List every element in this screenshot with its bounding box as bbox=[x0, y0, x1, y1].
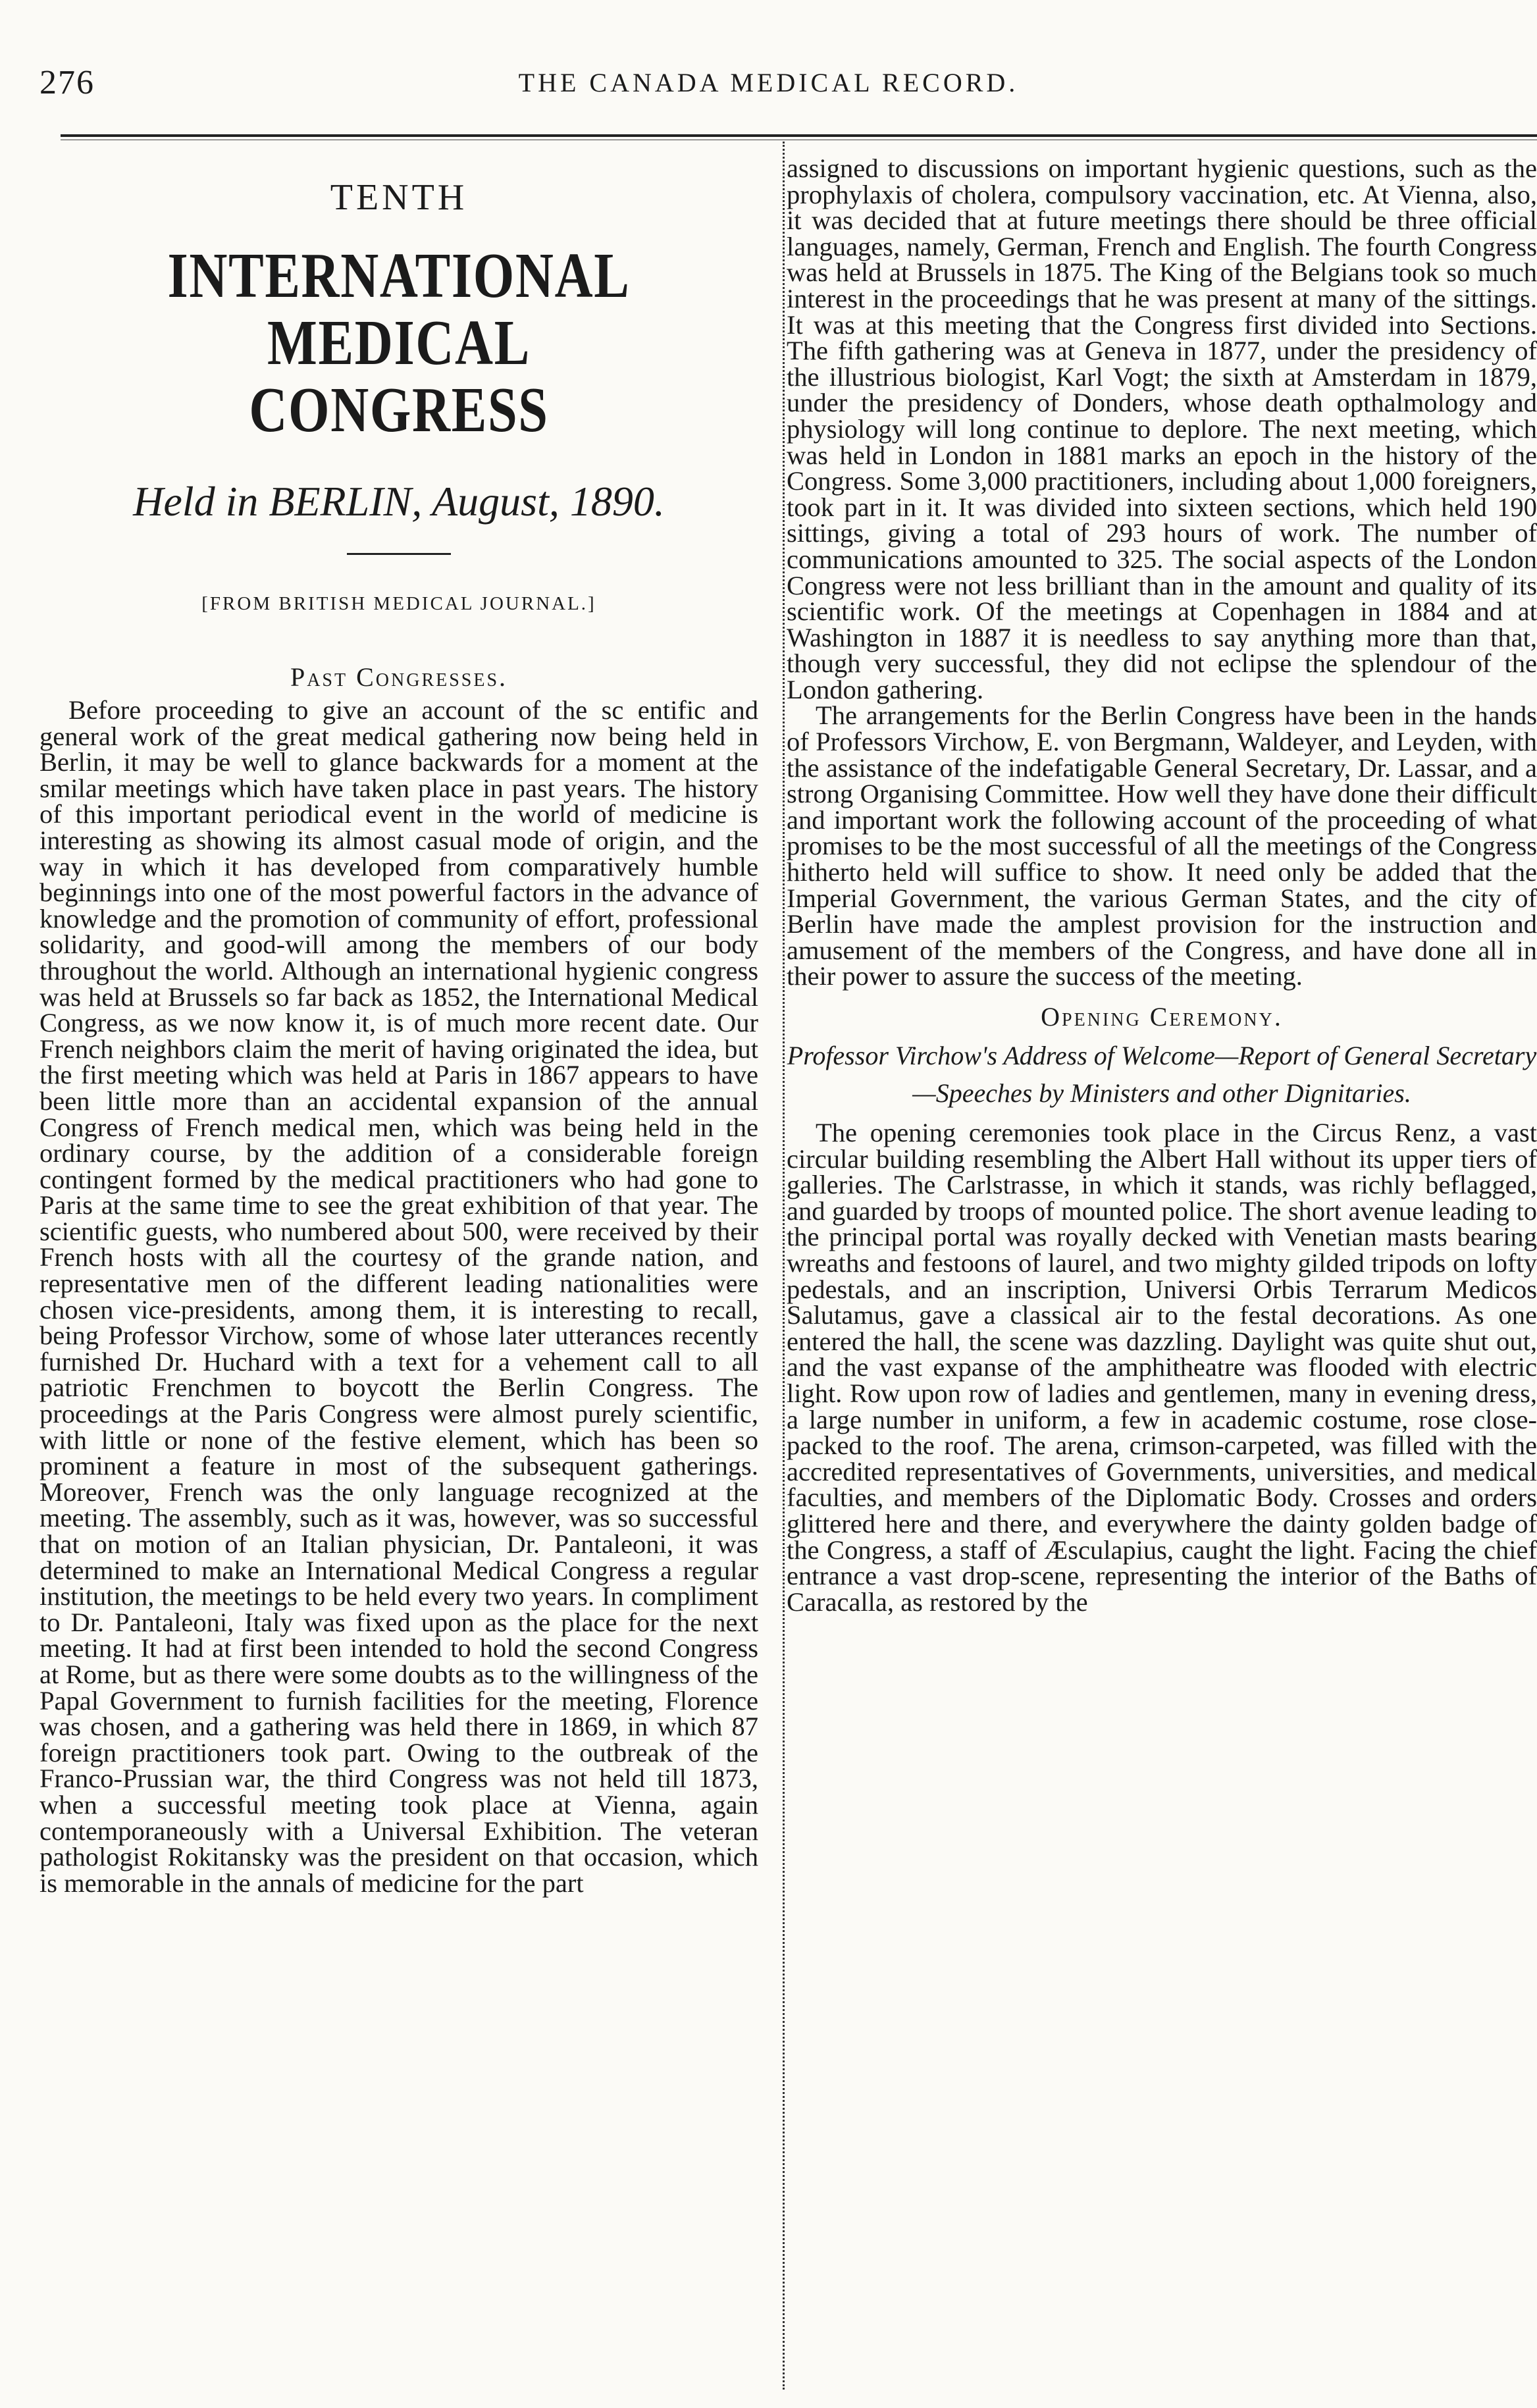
section-heading-opening-ceremony: Opening Ceremony. bbox=[1041, 1002, 1283, 1032]
article-kicker: TENTH bbox=[330, 177, 468, 218]
section-subtitle: Professor Virchow's Address of Welcome—Report of General Secretary—Speeches by Ministers and other Dignitaries. bbox=[787, 1041, 1537, 1108]
article-title-line1: INTERNATIONAL MEDICAL bbox=[167, 240, 631, 379]
page-number: 276 bbox=[39, 64, 95, 101]
article-title-line2: CONGRESS bbox=[249, 375, 549, 446]
title-rule bbox=[347, 553, 451, 555]
column-divider bbox=[783, 142, 785, 2390]
source-note: [FROM BRITISH MEDICAL JOURNAL.] bbox=[201, 593, 596, 614]
journal-title: THE CANADA MEDICAL RECORD. bbox=[518, 68, 1019, 97]
right-column bbox=[787, 155, 1537, 2394]
body-paragraph-past-congresses: Before proceeding to give an account of the sc entific and general work of the great medical gathering now being held in Berlin, it may be well to glance backwards for a moment at the smilar meetings which have taken place in past years. The history of this important periodical event in the world of medicine is interesting as showing its almost casual mode of origin, and the way in which it has developed from comparatively humble beginnings into one of the most powerful factors in the advance of knowledge and the promotion of community of effort, professional solidarity, and good-will among the members of our body throughout the world. Although an international hygienic congress was held at Brussels so far back as 1852, the International Medical Congress, as we now know it, is of much more recent date. Our French neighbors claim the merit of having originated the idea, but the first meeting which was held at Paris in 1867 appears to have been little more than an accidental expansion of the annual Congress of French medical men, which was being held in the ordinary course, by the addition of a considerable foreign contingent formed by the medical practitioners who had gone to Paris at the same time to see the great exhibition of that year. The scientific guests, who numbered about 500, were received by their French hosts with all the courtesy of the grande nation, and representative men of the different leading nationalities were chosen vice-presidents, among them, it is interesting to recall, being Professor Virchow, some of whose later utterances recently furnished Dr. Huchard with a text for a vehement call to all patriotic Frenchmen to boycott the Berlin Congress. The proceedings at the Paris Congress were almost purely scientific, with little or none of the festive element, which has been so prominent a feature in most of the subsequent gatherings. Moreover, French was the only language recognized at the meeting. The assembly, such as it was, however, was so successful that on motion of an Italian physician, Dr. Pantaleoni, it was determined to make an International Medical Congress a regular institution, the meetings to be held every two years. In compliment to Dr. Pantaleoni, Italy was fixed upon as the place for the next meeting. It had at first been intended to hold the second Congress at Rome, but as there were some doubts as to the willingness of the Papal Government to furnish facilities for the meeting, Florence was chosen, and a gathering was held there in 1869, in which 87 foreign practitioners took part. Owing to the outbreak of the Franco-Prussian war, the third Congress was not held till 1873, when a successful meeting took place at Vienna, again contemporaneously with a Universal Exhibition. The veteran pathologist Rokitansky was the president on that occasion, which is memorable in the annals of medicine for the part bbox=[39, 695, 758, 1898]
running-header bbox=[39, 63, 1498, 109]
left-column bbox=[39, 155, 758, 2394]
section-heading-past-congresses: Past Congresses. bbox=[290, 662, 508, 692]
article-dateline: Held in BERLIN, August, 1890. bbox=[133, 478, 665, 525]
header-rule bbox=[61, 134, 1537, 140]
body-paragraph-berlin-arrangements: The arrangements for the Berlin Congress have been in the hands of Professors Virchow, E. von Bergmann, Waldeyer, and Leyden, with the assistance of the indefatigable General Secretary, Dr. Lassar, and a strong Organising Committee. How well they have done their difficult and important work the following account of the proceeding of what promises to be the most successful of all the meetings of the Congress hitherto held will suffice to show. It need only be added that the Imperial Government, the various German States, and the city of Berlin have made the amplest provision for the instruction and amusement of the members of the Congress, and have done all in their power to assure the success of the meeting. bbox=[787, 700, 1537, 991]
body-paragraph-opening-ceremony: The opening ceremonies took place in the Circus Renz, a vast circular building resembling the Albert Hall without its upper tiers of galleries. The Carlstrasse, in which it stands, was richly beflagged, and guarded by troops of mounted police. The short avenue leading to the principal portal was royally decked with Venetian masts bearing wreaths and festoons of laurel, and two mighty gilded tripods on lofty pedestals, and an inscription, Universi Orbis Terrarum Medicos Salutamus, gave a classical air to the festal decorations. As one entered the hall, the scene was dazzling. Daylight was quite shut out, and the vast expanse of the amphitheatre was flooded with electric light. Row upon row of ladies and gentlemen, many in evening dress, a large number in uniform, a few in academic costume, rose close-packed to the roof. The arena, crimson-carpeted, was filled with the accredited representatives of Governments, universities, and medical faculties, and members of the Diplomatic Body. Crosses and orders glittered here and there, and everywhere the dainty golden badge of the Congress, a staff of Æsculapius, caught the light. Facing the chief entrance a vast drop-scene, representing the interior of the Baths of Caracalla, as restored by the bbox=[787, 1118, 1537, 1617]
body-paragraph-congress-history: assigned to discussions on important hygienic questions, such as the prophylaxis of cholera, compulsory vaccination, etc. At Vienna, also, it was decided that at future meetings there should be three official languages, namely, German, French and English. The fourth Congress was held at Brussels in 1875. The King of the Belgians took so much interest in the proceedings that he was present at many of the sittings. It was at this meeting that the Congress first divided into Sections. The fifth gathering was at Geneva in 1877, under the presidency of the illustrious biologist, Karl Vogt; the sixth at Amsterdam in 1879, under the presidency of Donders, whose death opthalmology and physiology will long continue to deplore. The next meeting, which was held in London in 1881 marks an epoch in the history of the Congress. Some 3,000 practitioners, including about 1,000 foreigners, took part in it. It was divided into sixteen sections, which held 190 sittings, giving a total of 293 hours of work. The number of communications amounted to 325. The social aspects of the London Congress were not less brilliant than in the amount and quality of its scientific work. Of the meetings at Copenhagen in 1884 and at Washington in 1887 it is needless to say anything more than that, though very successful, they did not eclipse the splendour of the London gathering. bbox=[787, 155, 1537, 704]
